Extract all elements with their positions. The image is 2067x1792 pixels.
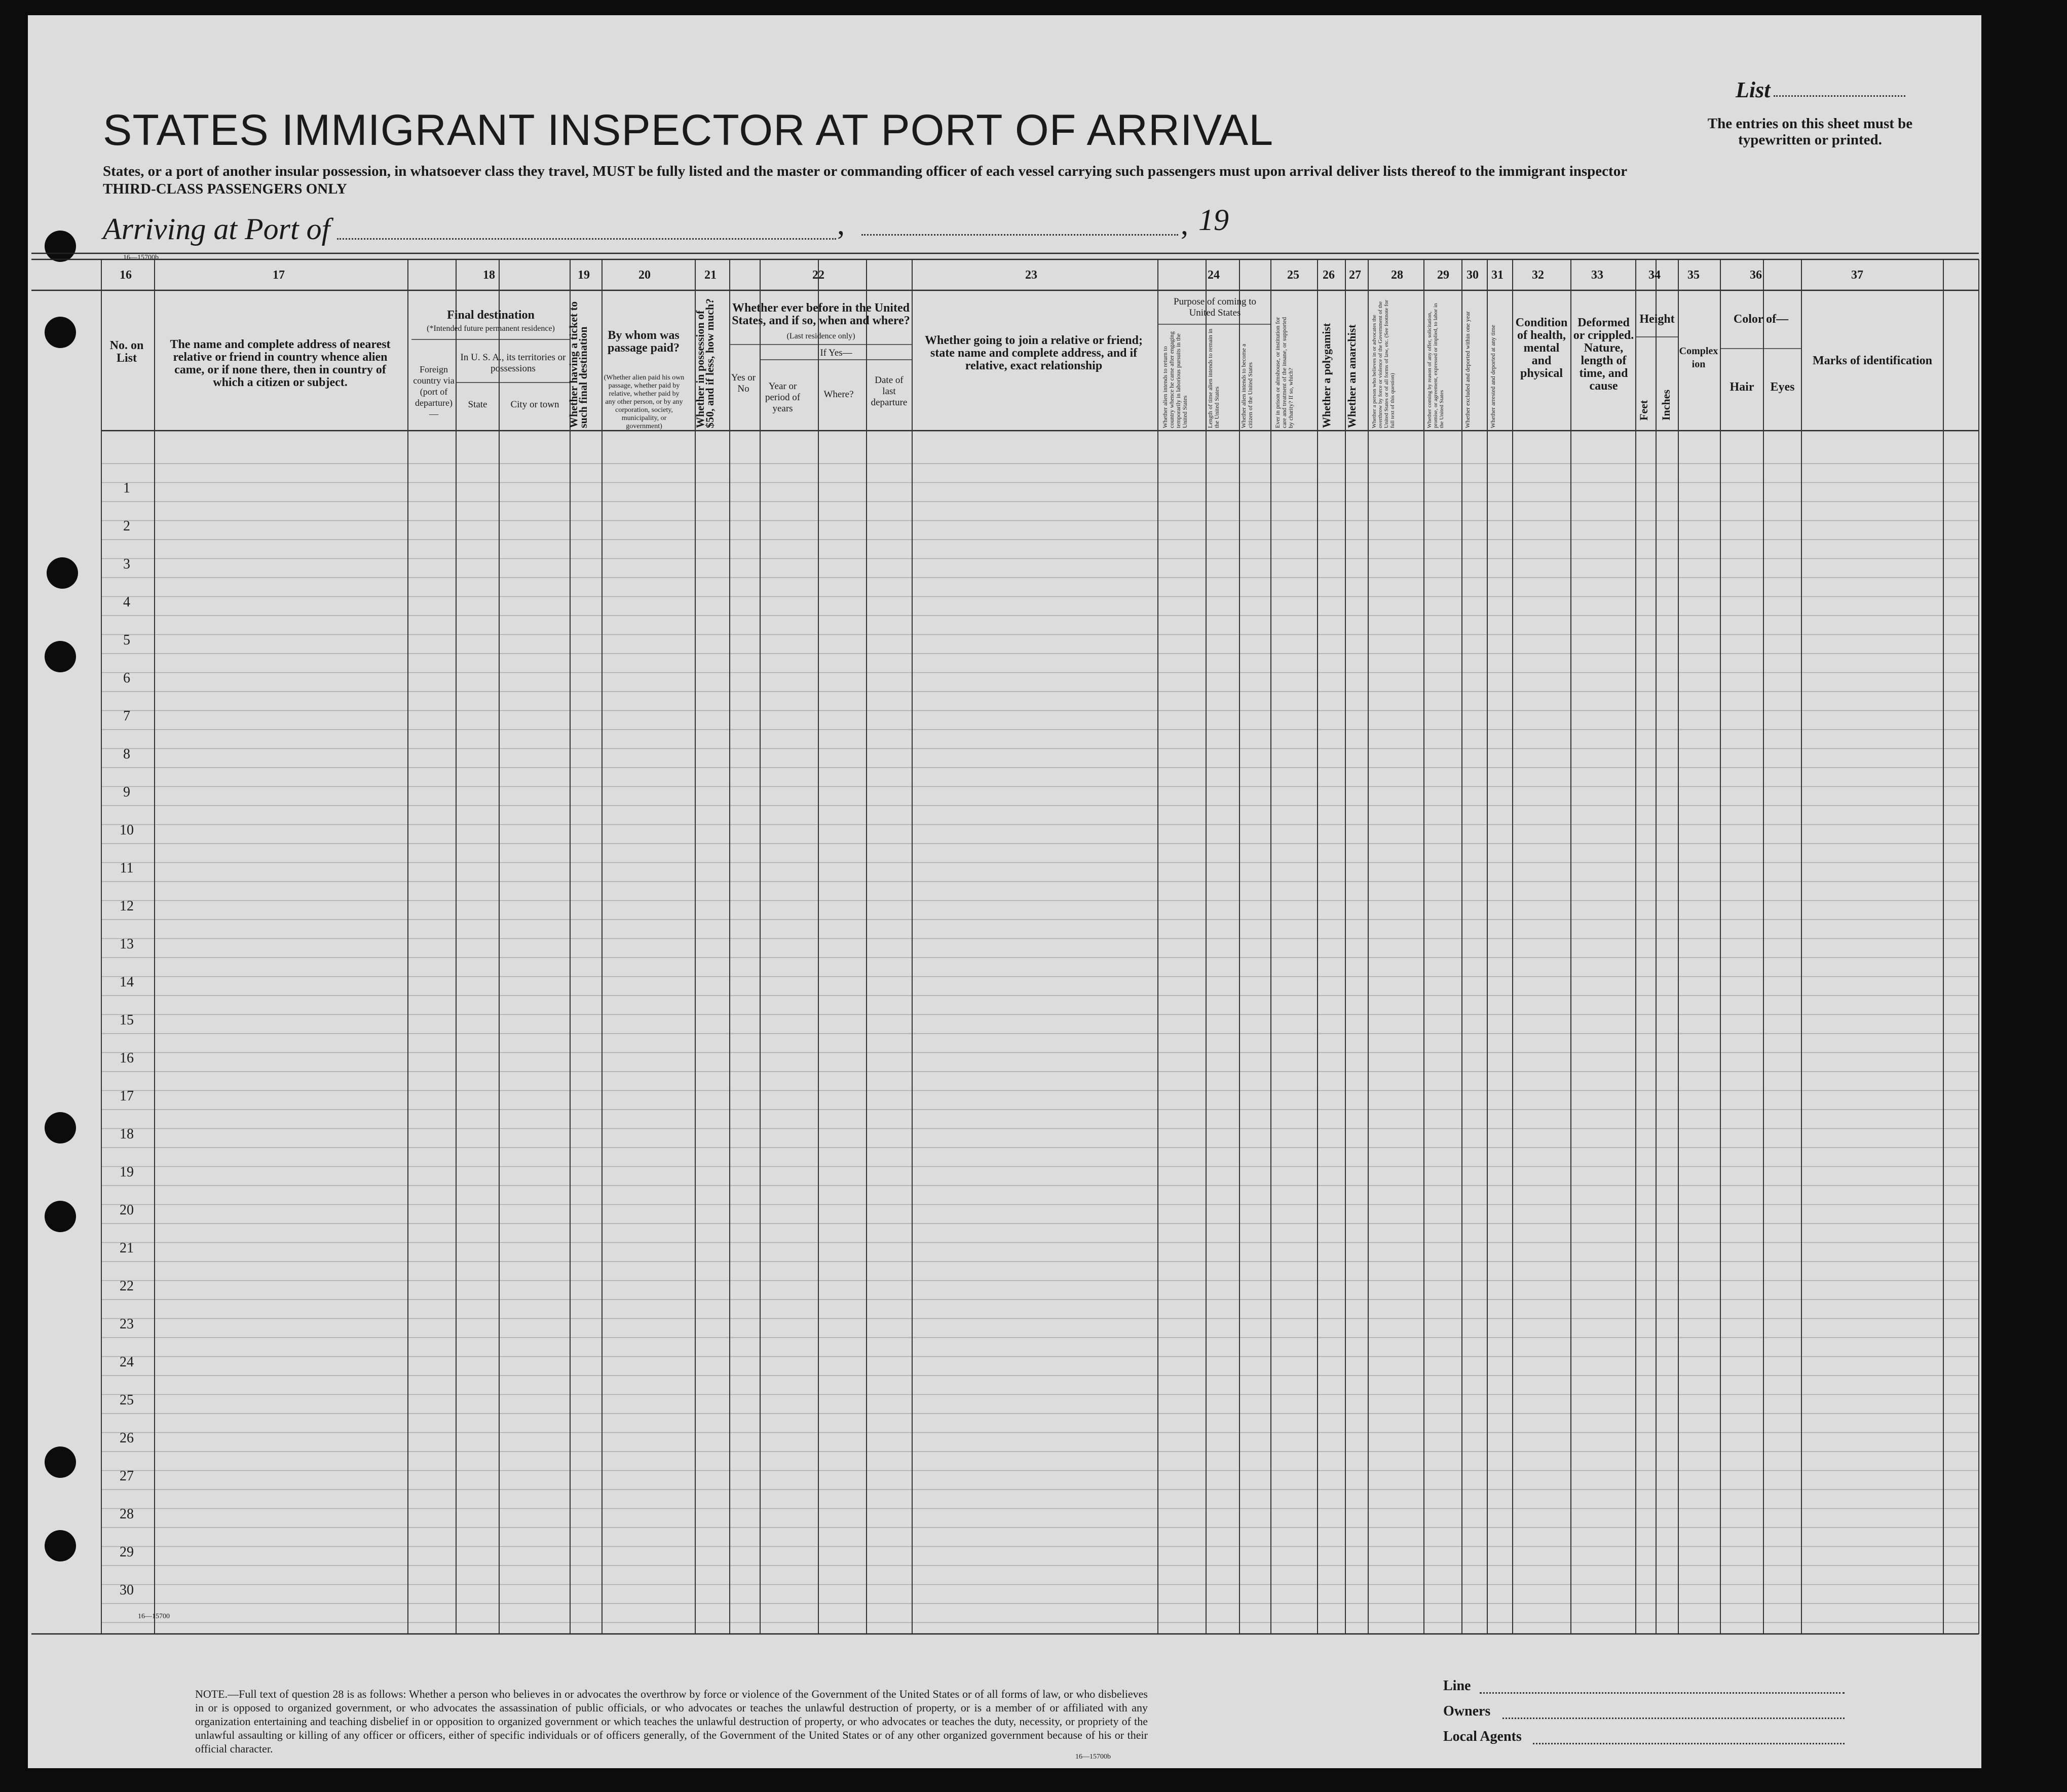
column-number: 21 xyxy=(704,269,717,282)
header-if-yes: If Yes— xyxy=(820,348,852,358)
column-number: 27 xyxy=(1349,269,1361,282)
header-anarchist: Whether an anarchist xyxy=(1345,324,1358,428)
row-number: 16 xyxy=(120,1050,134,1066)
row-number: 9 xyxy=(123,784,130,800)
header-purpose-return: Whether alien intends to return to country whence he came after engaging temporarily in laborious pursuits in the United States xyxy=(1161,331,1188,428)
year-prefix: 19 xyxy=(1198,203,1229,237)
header-height-inches: Inches xyxy=(1660,389,1672,421)
column-number: 23 xyxy=(1025,269,1037,282)
header-prison-almshouse: Ever in prison or almshouse, or institution for care and treatment of the insane, or supported by charity? If so, which? xyxy=(1274,317,1294,428)
row-number: 2 xyxy=(123,518,130,534)
header-purpose-length: Length of time alien intends to remain in the United States xyxy=(1207,328,1220,428)
header-no-on-list: No. on List xyxy=(109,339,144,365)
row-number: 13 xyxy=(120,936,134,952)
column-number: 33 xyxy=(1591,269,1603,282)
form-instructions: States, or a port of another insular possession, in whatsoever class they travel, MUST be fully listed and the master or commanding officer of each vessel carrying such passengers must upon arrival deliver lists thereof to the immigrant inspector xyxy=(103,163,1628,179)
header-ever-before-in-us: Whether ever before in the United States, and if so, when and where? xyxy=(732,301,910,327)
row-number: 29 xyxy=(120,1544,134,1560)
comma: , xyxy=(1181,207,1188,241)
row-number: 24 xyxy=(120,1354,134,1370)
typewritten-notice: The entries on this sheet must be typewritten or printed. xyxy=(1707,116,1913,148)
passenger-class: THIRD-CLASS PASSENGERS ONLY xyxy=(103,181,347,197)
column-number: 25 xyxy=(1287,269,1299,282)
header-health-condition: Condition of health, mental and physical xyxy=(1515,316,1568,380)
row-number: 14 xyxy=(120,974,134,990)
column-number: 22 xyxy=(812,269,824,282)
header-arrested-deported: Whether arrested and deported at any time xyxy=(1489,325,1496,428)
row-number: 4 xyxy=(123,594,130,610)
row-number: 30 xyxy=(120,1582,134,1598)
line-label: Line xyxy=(1443,1678,1471,1694)
header-nearest-relative: The name and complete address of nearest relative or friend in country whence alien came, or if none there, then in country of which a citizen or subject. xyxy=(170,338,391,389)
local-agents-field[interactable] xyxy=(1533,1743,1845,1744)
header-yes-or-no: Yes or No xyxy=(731,372,756,394)
row-number: 3 xyxy=(123,556,130,572)
header-where: Where? xyxy=(823,389,854,400)
row-number: 6 xyxy=(123,670,130,686)
column-number: 26 xyxy=(1323,269,1335,282)
row-number: 17 xyxy=(120,1088,134,1104)
row-number: 1 xyxy=(123,480,130,496)
column-number: 28 xyxy=(1391,269,1403,282)
header-purpose: Purpose of coming to United States xyxy=(1173,296,1257,318)
arriving-port-label: Arriving at Port of xyxy=(103,212,330,246)
column-number: 29 xyxy=(1437,269,1449,282)
row-number: 28 xyxy=(120,1506,134,1522)
form-number: 16—15700b xyxy=(1075,1753,1111,1761)
row-number: 21 xyxy=(120,1240,134,1256)
column-number: 19 xyxy=(578,269,590,282)
row-number: 27 xyxy=(120,1468,134,1484)
row-number: 5 xyxy=(123,632,130,648)
comma: , xyxy=(837,207,845,241)
header-excluded-deported: Whether excluded and deported within one year xyxy=(1464,311,1471,428)
local-agents-label: Local Agents xyxy=(1443,1729,1522,1744)
header-passage-paid-note: (Whether alien paid his own passage, whether paid by relative, whether paid by any other person, or by any corporation, society, municipality, or government) xyxy=(604,374,685,430)
row-number: 11 xyxy=(120,860,134,876)
list-label: List xyxy=(1736,78,1771,102)
header-final-destination: Final destination xyxy=(447,309,535,322)
header-labor-offer: Whether coming by reason of any offer, solicitation, promise, or agreement, expressed or implied, to labor in the United States xyxy=(1426,303,1445,428)
row-number: 19 xyxy=(120,1164,134,1180)
column-number: 18 xyxy=(483,269,495,282)
row-number: 10 xyxy=(120,822,134,838)
header-foreign-country: Foreign country via (port of departure)— xyxy=(413,364,455,419)
header-state: State xyxy=(468,399,487,410)
header-joining-relative: Whether going to join a relative or friend; state name and complete address, and if relative, exact relationship xyxy=(925,334,1143,372)
header-height-feet: Feet xyxy=(1637,400,1650,421)
row-number: 23 xyxy=(120,1316,134,1332)
header-year-period: Year or period of years xyxy=(765,381,801,414)
column-number: 16 xyxy=(120,269,132,282)
question-28-footnote: NOTE.—Full text of question 28 is as follows: Whether a person who believes in or advocates the overthrow by force or violence of the Government of the United States or of all forms of law, or who disbelieves in or is opposed to organized government, or who advocates the assassination of public officials, or who advocates or teaches the unlawful destruction of property, or is a member of or affiliated with any organization entertaining and teaching disbelief in or opposition to organized government or which teaches the unlawful destruction of property, or who advocates or teaches the duty, necessity, or propriety of the unlawful assaulting or killing of any officer or officers, either of specific individuals or of officers generally, of the Government of the United States or of any other organized government because of his or their official character. xyxy=(195,1688,1148,1755)
row-number: 22 xyxy=(120,1278,134,1294)
header-in-usa: In U. S. A., its territories or possessions xyxy=(460,352,566,374)
column-number: 36 xyxy=(1750,269,1762,282)
header-overthrow-government: Whether a person who believes in or advocates the overthrow by force or violence of the Government of the United States or of all forms of law, etc. (See footnote for full text of this question) xyxy=(1371,299,1396,428)
header-city-or-town: City or town xyxy=(510,399,559,410)
header-height: Height xyxy=(1639,313,1675,326)
header-deformed-crippled: Deformed or crippled. Nature, length of time, and cause xyxy=(1573,316,1634,393)
row-number: 26 xyxy=(120,1430,134,1446)
header-passage-paid: By whom was passage paid? xyxy=(607,329,680,355)
header-last-residence-note: (Last residence only) xyxy=(786,332,855,340)
row-number: 7 xyxy=(123,708,130,724)
header-date-last-departure: Date of last departure xyxy=(871,375,908,408)
row-number: 12 xyxy=(120,898,134,914)
row-number: 20 xyxy=(120,1202,134,1218)
header-final-destination-note: (*Intended future permanent residence) xyxy=(427,324,555,333)
form-title: STATES IMMIGRANT INSPECTOR AT PORT OF ARRIVAL xyxy=(103,106,1274,155)
header-eyes: Eyes xyxy=(1770,380,1795,394)
form-number: 16—15700 xyxy=(138,1613,170,1620)
header-hair: Hair xyxy=(1730,380,1754,394)
column-number: 37 xyxy=(1851,269,1863,282)
owners-label: Owners xyxy=(1443,1703,1491,1719)
row-number: 25 xyxy=(120,1392,134,1408)
column-number: 20 xyxy=(638,269,651,282)
column-number: 30 xyxy=(1467,269,1479,282)
header-ticket-final-destination: Whether having a ticket to such final destination xyxy=(567,301,589,428)
owners-field[interactable] xyxy=(1502,1718,1845,1719)
column-number: 31 xyxy=(1491,269,1504,282)
header-complexion: Complexion xyxy=(1679,346,1718,370)
column-number: 24 xyxy=(1208,269,1220,282)
column-number: 32 xyxy=(1532,269,1544,282)
column-number: 35 xyxy=(1687,269,1700,282)
header-color-of: Color of— xyxy=(1733,313,1789,326)
header-purpose-citizen: Whether alien intends to become a citizen of the United States xyxy=(1240,344,1254,428)
row-number: 15 xyxy=(120,1012,134,1028)
row-number: 18 xyxy=(120,1126,134,1142)
header-possession-fifty-dollars: Whether in possession of $50, and if less, how much? xyxy=(694,298,716,428)
column-number: 17 xyxy=(273,269,285,282)
form-number: 16—15700b xyxy=(123,254,159,261)
line-field[interactable] xyxy=(1480,1692,1845,1694)
header-polygamist: Whether a polygamist xyxy=(1320,323,1333,428)
column-number: 34 xyxy=(1648,269,1661,282)
row-number: 8 xyxy=(123,746,130,762)
header-identification-marks: Marks of identification xyxy=(1813,354,1932,367)
